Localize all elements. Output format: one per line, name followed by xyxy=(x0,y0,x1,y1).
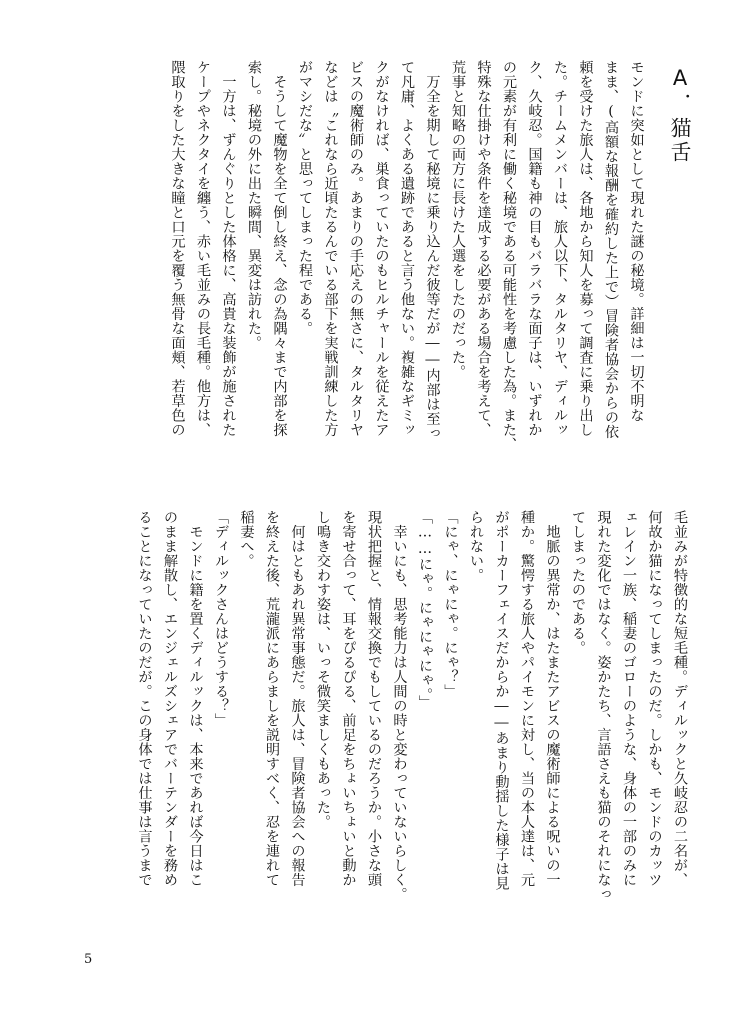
text-line: ビスの魔術師のみ。あまりの手応えの無さに、タルタリヤ xyxy=(348,60,364,437)
text-line: がポーカーフェイスだからか――あまり動揺した様子は見 xyxy=(493,510,510,891)
text-line: の元素が有利に働く秘境である可能性を考慮した為。また、 xyxy=(501,60,517,452)
text-line: 隈取りをした大きな瞳と口元を覆う無骨な面頬、若草色の xyxy=(169,60,186,437)
text-line: 万全を期して秘境に乗り込んだ彼等だが――内部は至っ xyxy=(424,60,441,441)
text-line: クがなければ、巣食っていたのもヒルチャールを従えたア xyxy=(373,60,390,437)
text-line: 索し。秘境の外に出た瞬間、異変は訪れた。 xyxy=(246,60,262,350)
text-line: 現状把握と、情報交換でもしているのだろうか。小さな頭 xyxy=(366,510,382,887)
text-line: を終えた後、荒瀧派にあらましを説明すべく、忍を連れて xyxy=(264,510,280,887)
text-line: 地脈の異常か、はたまたアビスの魔術師による呪いの一 xyxy=(544,510,561,887)
page-number: 5 xyxy=(84,952,93,967)
text-line: がマシだな〟と思ってしまった程である。 xyxy=(297,60,313,336)
text-line: まま、(高額な報酬を確約した上で）冒険者協会からの依 xyxy=(603,60,619,439)
text-line: 毛並みが特徴的な短毛種。ディルックと久岐忍の二名が、 xyxy=(672,510,688,887)
text-line: 現れた変化ではなく。姿かたち、言語さえも猫のそれになっ xyxy=(595,510,612,902)
text-line: などは〝これなら近頃たるんでいる部下を実戦訓練した方 xyxy=(322,60,339,437)
text-line: 荒事と知略の両方に長けた人選をしたのだった。 xyxy=(450,60,466,379)
text-line: モンドに突如として現れた謎の秘境。詳細は一切不明な xyxy=(628,60,645,423)
text-line: 頼を受けた旅人は、各地から知人を募って調査に乗り出し xyxy=(577,60,594,437)
text-line: そうして魔物を全て倒し終え、念の為隅々まで内部を探 xyxy=(271,60,288,437)
text-line: 特殊な仕掛けや条件を達成する必要がある場合を考えて、 xyxy=(475,60,492,437)
text-line: 何故か猫になってしまったのだ。しかも、モンドのカッツ xyxy=(646,510,663,887)
text-line: られない。 xyxy=(468,510,484,583)
text-line: 一方は、ずんぐりとした体格に、高貴な装飾が施された xyxy=(220,60,237,437)
text-block-bottom xyxy=(52,510,692,920)
text-line: モンドに籍を置くディルックは、本来であれば今日はこ xyxy=(187,510,204,887)
text-line: て凡庸、よくある遺跡であると言う他ない。複雑なギミッ xyxy=(399,60,415,437)
text-line: 「ディルックさんはどうする？」 xyxy=(213,510,229,728)
text-line: のまま解散し、エンジェルズシェアでバーテンダーを務め xyxy=(162,510,178,887)
text-line: し鳴き交わす姿は、いっそ微笑ましくもあった。 xyxy=(315,510,331,829)
text-line: ケープやネクタイを纏う、赤い毛並みの長毛種。他方は、 xyxy=(195,60,211,437)
text-line: 種か。驚愕する旅人やパイモンに対し、当の本人達は、元 xyxy=(519,510,535,887)
text-line: ることになっていたのだが。この身体では仕事は言うまで xyxy=(136,510,153,887)
chapter-title: A．猫舌 xyxy=(668,66,692,165)
text-line: を寄せ合って、耳をぴるぴる、前足をちょいちょいと動か xyxy=(340,510,357,887)
text-block-top xyxy=(52,60,692,470)
text-line: 「にゃ、にゃにゃ。にゃ？」 xyxy=(442,510,459,699)
text-line: 「……にゃ。にゃにゃにゃ。」 xyxy=(417,510,433,710)
text-line: ク、久岐忍。国籍も神の目もバラバラな面子は、いずれか xyxy=(526,60,543,437)
text-line: てしまったのである。 xyxy=(570,510,586,655)
text-line: ェレイン一族、稲妻のゴローのような、身体の一部のみに xyxy=(621,510,637,887)
text-line: 幸いにも、思考能力は人間の時と変わっていないらしく。 xyxy=(391,510,408,902)
text-line: 稲妻へ。 xyxy=(238,510,255,568)
text-line: 何はともあれ異常事態だ。旅人は、冒険者協会への報告 xyxy=(289,510,306,887)
text-line: た。チームメンバーは、旅人以下、タルタリヤ、ディルッ xyxy=(552,60,568,437)
